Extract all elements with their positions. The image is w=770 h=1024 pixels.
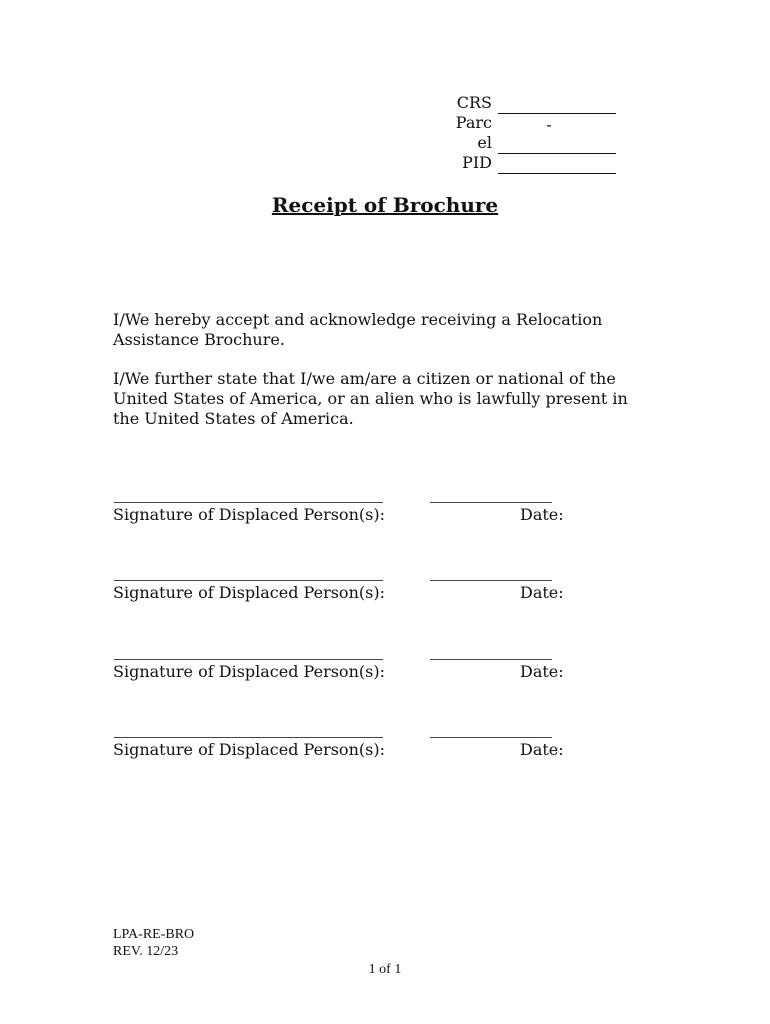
- pid-field[interactable]: [498, 173, 616, 174]
- date-label: Date:: [520, 583, 564, 602]
- signature-block-2: [0, 573, 770, 613]
- signature-line[interactable]: [114, 737, 383, 738]
- page-number: 1 of 1: [368, 962, 402, 977]
- signature-label: Signature of Displaced Person(s):: [113, 740, 385, 759]
- signature-label: Signature of Displaced Person(s):: [113, 583, 385, 602]
- date-label: Date:: [520, 740, 564, 759]
- signature-block-4: [0, 730, 770, 770]
- parcel-label-line2: el: [477, 133, 492, 152]
- pid-label: PID: [462, 153, 492, 172]
- parcel-value: -: [546, 115, 552, 134]
- signature-line[interactable]: [114, 659, 383, 660]
- signature-label: Signature of Displaced Person(s):: [113, 505, 385, 524]
- form-code: LPA-RE-BRO: [113, 927, 195, 942]
- citizenship-paragraph: I/We further state that I/we am/are a citizen or national of the United States of America, or an alien who is lawfully present in the United States of America.: [113, 369, 628, 428]
- signature-block-3: [0, 652, 770, 692]
- crs-field[interactable]: [498, 113, 616, 114]
- parcel-field[interactable]: [498, 153, 616, 154]
- date-line[interactable]: [430, 659, 552, 660]
- revision: REV. 12/23: [113, 944, 179, 959]
- date-label: Date:: [520, 662, 564, 681]
- signature-line[interactable]: [114, 502, 383, 503]
- date-line[interactable]: [430, 502, 552, 503]
- document-title: Receipt of Brochure: [271, 193, 499, 217]
- date-line[interactable]: [430, 580, 552, 581]
- signature-block-1: [0, 495, 770, 535]
- crs-label: CRS: [456, 93, 492, 112]
- date-label: Date:: [520, 505, 564, 524]
- date-line[interactable]: [430, 737, 552, 738]
- parcel-label-line1: Parc: [455, 113, 492, 132]
- signature-line[interactable]: [114, 580, 383, 581]
- acknowledgement-paragraph: I/We hereby accept and acknowledge receiving a Relocation Assistance Brochure.: [113, 310, 603, 349]
- signature-label: Signature of Displaced Person(s):: [113, 662, 385, 681]
